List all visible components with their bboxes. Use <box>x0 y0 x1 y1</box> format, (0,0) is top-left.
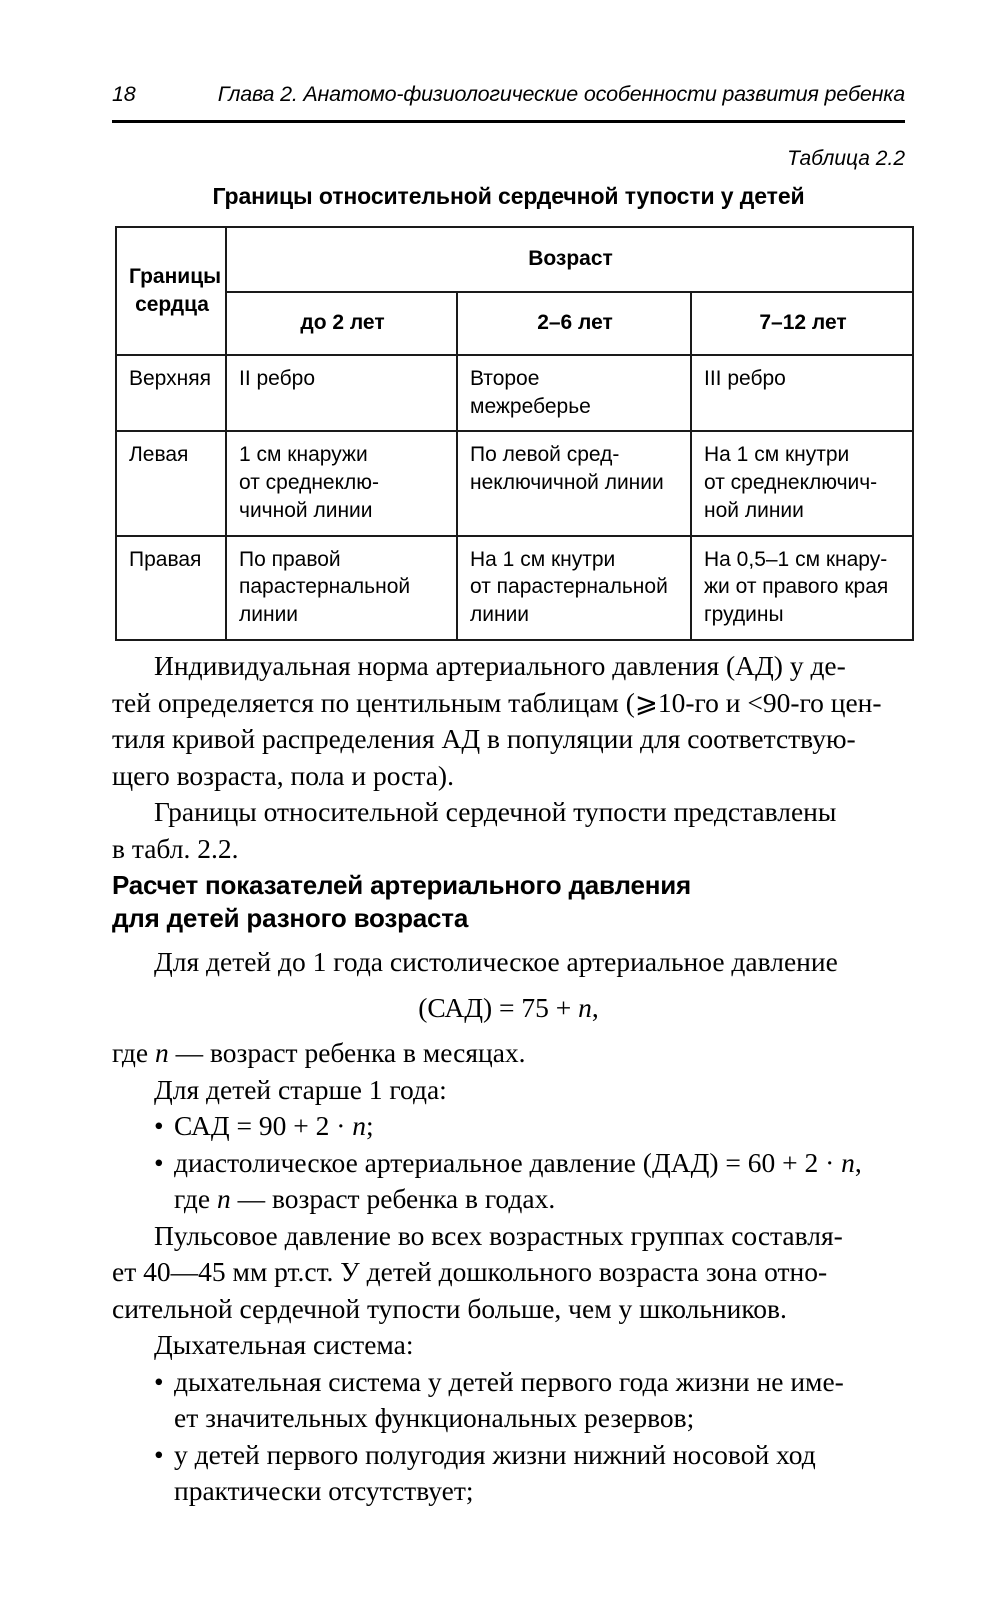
table-container <box>115 226 912 641</box>
paragraph-line: в табл. 2.2. <box>112 832 239 864</box>
cell-line: На 0,5–1 см кнару- <box>704 547 888 571</box>
spacer <box>112 981 905 990</box>
cell-line: линии <box>470 603 530 627</box>
cell-line: линии <box>239 603 299 627</box>
text-run: САД = 90 + 2 · <box>174 1110 353 1141</box>
page-number: 18 <box>112 82 136 106</box>
section-heading-line-1: Расчет показателей артериального давления <box>112 870 691 900</box>
cell-line: межреберье <box>470 394 591 418</box>
cell-1-0 <box>226 431 457 535</box>
row-label-2: Правая <box>116 536 226 640</box>
list-item <box>112 1437 905 1474</box>
running-head <box>112 82 905 112</box>
cell-line: от среднеключич- <box>704 471 878 495</box>
formula-text: (САД) = 75 + <box>418 991 579 1023</box>
list-item-continuation <box>112 1473 905 1510</box>
text-run: где <box>112 1037 155 1068</box>
paragraph-line: Дыхательная система: <box>154 1329 414 1360</box>
cell-line: от среднеклю- <box>239 471 380 495</box>
bullet-glyph-icon: • <box>154 1146 164 1178</box>
section-heading-line-2: для детей разного возраста <box>112 903 469 933</box>
text-run: диастолическое артериальное давление (ДАД) = 60 + 2 · <box>174 1146 842 1178</box>
text-run: — возраст ребенка в годах. <box>230 1183 556 1214</box>
formula-variable: n <box>578 991 592 1023</box>
table-body <box>116 355 913 640</box>
body-text-upper <box>112 648 905 867</box>
paragraph-line: щего возраста, пола и роста). <box>112 759 454 791</box>
row-label-0: Верхняя <box>116 355 226 431</box>
section-heading <box>112 869 905 935</box>
table-row <box>116 355 913 431</box>
text-run: практически отсутствует; <box>174 1475 474 1506</box>
paragraph-line: Для детей старше 1 года: <box>154 1073 447 1105</box>
paragraph-line: Для детей до 1 года систолическое артериальное давление <box>154 946 838 977</box>
paragraph-line: сительной сердечной тупости больше, чем у школьников. <box>112 1292 787 1324</box>
cell-line: Второе <box>470 367 540 390</box>
cell-line: На 1 см кнутри <box>704 443 850 467</box>
variable-n: n <box>216 1183 231 1214</box>
text-run: — возраст ребенка в месяцах. <box>168 1037 526 1068</box>
cell-line: чичной линии <box>239 498 373 522</box>
paragraph-line: Границы относительной сердечной тупости представлены <box>154 796 837 827</box>
paragraph-line <box>112 1035 905 1072</box>
paragraph-line: Индивидуальная норма артериального давления (АД) у де- <box>154 650 846 681</box>
column-header-2: 7–12 лет <box>691 292 913 355</box>
cell-2-0 <box>226 536 457 640</box>
text-run: где <box>174 1183 217 1214</box>
text-run: ; <box>366 1110 374 1141</box>
bullet-glyph-icon: • <box>154 1438 164 1470</box>
cell-line: III ребро <box>704 367 786 390</box>
paragraph-line: Пульсовое давление во всех возрастных группах составля- <box>154 1219 843 1251</box>
paragraph-line: тей определяется по центильным таблицам (⩾10-го и <90-го цен- <box>112 686 882 718</box>
header-rule-divider <box>112 120 905 123</box>
text-run: у детей первого полугодия жизни нижний носовой ход <box>174 1438 816 1470</box>
table-number-label: Таблица 2.2 <box>787 147 905 170</box>
variable-n: n <box>841 1146 855 1178</box>
paragraph-line: ет 40—45 мм рт.ст. У детей дошкольного возраста зона отно- <box>112 1256 828 1287</box>
body-text-lower <box>112 944 905 1510</box>
list-item-continuation <box>112 1400 905 1437</box>
paragraph-line: тиля кривой распределения АД в популяции для соответствую- <box>112 723 856 754</box>
cell-line: На 1 см кнутри <box>470 547 616 571</box>
list-item <box>112 1364 905 1401</box>
cell-line: ной линии <box>704 498 804 522</box>
stub-header-line-1: Границы <box>129 264 222 288</box>
spacer <box>112 1026 905 1035</box>
cell-line: 1 см кнаружи <box>239 443 368 467</box>
table-header-row-group <box>116 227 913 292</box>
table-header-row-sub <box>116 292 913 355</box>
cell-1-1 <box>457 431 691 535</box>
cell-2-2 <box>691 536 913 640</box>
text-run: дыхательная система у детей первого года жизни не име- <box>174 1365 844 1397</box>
list-item <box>112 1145 905 1182</box>
stub-header-line-2: сердца <box>135 292 209 316</box>
cell-line: неключичной линии <box>470 471 664 495</box>
table-row <box>116 431 913 535</box>
cell-0-2 <box>691 355 913 431</box>
variable-n: n <box>154 1037 169 1068</box>
column-header-1: 2–6 лет <box>457 292 691 355</box>
cell-line: парастернальной <box>239 575 411 599</box>
text-run: ет значительных функциональных резервов; <box>174 1402 695 1433</box>
formula-bullet-list <box>112 1108 905 1181</box>
group-header-age: Возраст <box>226 227 913 292</box>
stub-header <box>116 227 226 355</box>
row-label-1: Левая <box>116 431 226 535</box>
cell-line: По левой сред- <box>470 443 620 467</box>
cell-2-1 <box>457 536 691 640</box>
table-title: Границы относительной сердечной тупости у детей <box>212 183 805 209</box>
cell-line: от парастернальной <box>470 575 668 599</box>
text-run: , <box>854 1146 862 1178</box>
cell-1-2 <box>691 431 913 535</box>
bullet-glyph-icon: • <box>154 1365 164 1397</box>
variable-n: n <box>352 1110 367 1141</box>
respiratory-bullet-list <box>112 1364 905 1510</box>
table-row <box>116 536 913 640</box>
cell-0-0 <box>226 355 457 431</box>
formula-text: , <box>591 991 599 1023</box>
cell-line: грудины <box>704 603 784 627</box>
cell-line: II ребро <box>239 367 316 390</box>
cell-line: По правой <box>239 547 341 571</box>
cardiac-bounds-table <box>115 226 914 641</box>
list-item <box>112 1108 905 1145</box>
cell-0-1 <box>457 355 691 431</box>
paragraph-line <box>112 1181 905 1218</box>
bullet-glyph-icon: • <box>154 1110 164 1141</box>
chapter-title: Глава 2. Анатомо-физиологические особенности развития ребенка <box>217 82 905 106</box>
table-head <box>116 227 913 355</box>
cell-line: жи от правого края <box>704 575 889 599</box>
formula-sad-infant <box>112 990 905 1027</box>
column-header-0: до 2 лет <box>226 292 457 355</box>
